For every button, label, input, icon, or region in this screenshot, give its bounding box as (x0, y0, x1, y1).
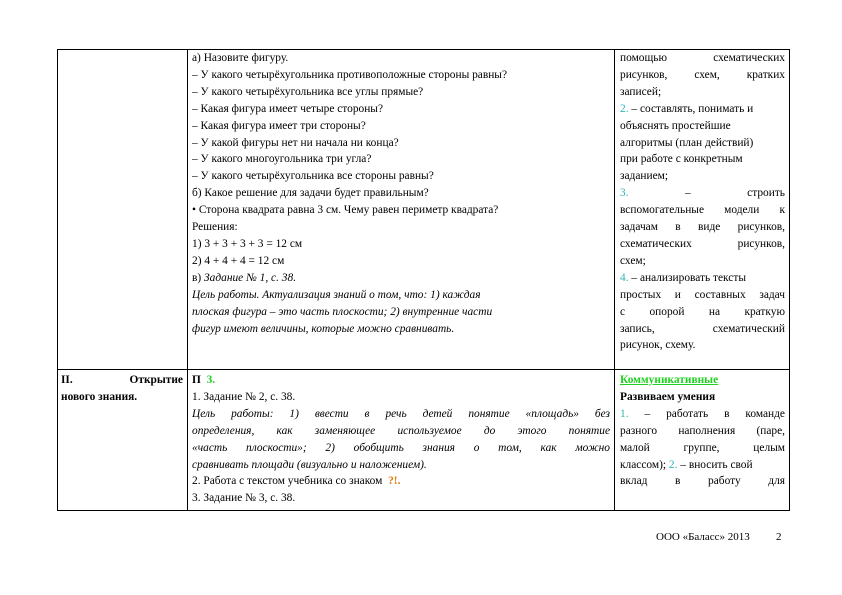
text-line (620, 457, 785, 474)
text-line: записей; (620, 85, 662, 98)
text-span: – составлять, понимать и (628, 102, 754, 115)
text-line: – У какой фигуры нет ни начала ни конца? (192, 136, 399, 149)
text-line: помощью схематических (620, 52, 785, 64)
text-span: классом); (620, 458, 669, 471)
task-prefix: в) (192, 271, 205, 284)
text-line: – Какая фигура имеет четыре стороны? (192, 102, 384, 115)
stage-title-line: II. Открытие (61, 374, 183, 386)
text-span: – работать в команде (628, 407, 785, 420)
text-line: • Сторона квадрата равна 3 см. Чему равен периметр квадрата? (192, 204, 499, 217)
text-line: а) Назовите фигуру. (192, 52, 289, 64)
text-line (192, 473, 610, 490)
item-number: 4. (620, 271, 629, 284)
text-line: Решения: (192, 221, 238, 234)
p-marker-line (192, 372, 610, 389)
goal-line: Цель работы. Актуализация знаний о том, что: 1) каждая (192, 288, 481, 301)
row2-skills (620, 372, 785, 490)
column-divider-2 (614, 49, 615, 511)
text-line: схем; (620, 254, 646, 267)
text-line: запись, схематический (620, 322, 785, 335)
text-line: 2) 4 + 4 + 4 = 12 см (192, 254, 285, 267)
row1-activities (192, 50, 610, 337)
text-line: рисунок, схему. (620, 339, 696, 352)
text-line: б) Какое решение для задачи будет правильным? (192, 187, 429, 200)
p-number: 3. (206, 374, 216, 386)
row2-activities (192, 372, 610, 507)
text-line: 1) 3 + 3 + 3 + 3 = 12 см (192, 237, 303, 250)
footer-publisher: ООО «Баласс» 2013 (656, 531, 750, 543)
task-line (192, 270, 610, 287)
text-line: 3. Задание № 3, с. 38. (192, 492, 296, 505)
text-span: – вносить свой (677, 458, 753, 471)
text-line: заданием; (620, 170, 669, 183)
text-span: – строить (685, 187, 785, 200)
goal-line: Цель работы: 1) ввести в речь детей понятие «площадь» без (192, 407, 610, 420)
table-border-bottom (57, 510, 790, 511)
text-line: – У какого многоугольника три угла? (192, 153, 372, 166)
goal-line: определения, как заменяющее используемое до этого понятие (192, 424, 610, 437)
item-number: 2. (668, 458, 678, 471)
text-line: объяснять простейшие (620, 119, 731, 132)
text-line: схематических рисунков, (620, 237, 785, 250)
item-number: 2. (620, 102, 629, 115)
text-line (620, 101, 785, 118)
lesson-table (57, 49, 790, 511)
skills-category: Коммуникативные (620, 374, 719, 386)
text-line: – У какого четырёхугольника все стороны равны? (192, 170, 434, 183)
item-number: 1. (620, 407, 629, 420)
text-span: 2. Работа с текстом учебника со знаком (192, 475, 386, 488)
text-line: малой группе, целым (620, 441, 785, 454)
text-line: вклад в работу для (620, 475, 785, 488)
text-line: – У какого четырёхугольника все углы прямые? (192, 85, 424, 98)
stage-title (61, 372, 183, 406)
stage-title-line: нового знания. (61, 390, 138, 403)
page-number: 2 (776, 531, 782, 543)
goal-line: плоская фигура – это часть плоскости; 2) внутренние части (192, 305, 493, 318)
text-line: вспомогательные модели к (620, 204, 785, 217)
row1-skills (620, 50, 785, 354)
text-span: – анализировать тексты (628, 271, 746, 284)
table-border-right (789, 49, 790, 511)
text-line (620, 185, 785, 202)
skills-subtitle: Развиваем умения (620, 390, 716, 403)
goal-line: «часть плоскости»; 2) обобщить знания о том, как можно (192, 441, 610, 454)
item-number: 3. (620, 187, 629, 200)
text-line (620, 270, 785, 287)
sign-marker: ?!. (388, 475, 401, 488)
goal-line: сравнивать площади (визуально и наложением). (192, 458, 427, 471)
p-label: П (192, 374, 201, 386)
table-border-left (57, 49, 58, 511)
text-line: – Какая фигура имеет три стороны? (192, 119, 366, 132)
task-reference: Задание № 1, с. 38. (204, 271, 297, 284)
text-line: с опорой на краткую (620, 305, 785, 318)
goal-line: фигур имеют величины, которые можно сравнивать. (192, 322, 455, 335)
text-line: рисунков, схем, кратких (620, 68, 785, 81)
text-line (620, 406, 785, 423)
column-divider-1 (187, 49, 188, 511)
text-line: при работе с конкретным (620, 153, 743, 166)
text-line: алгоритмы (план действий) (620, 136, 754, 149)
text-line: задачам в виде рисунков, (620, 221, 785, 234)
text-line: разного наполнения (паре, (620, 424, 785, 437)
text-line: 1. Задание № 2, с. 38. (192, 390, 296, 403)
text-line: простых и составных задач (620, 288, 785, 301)
row-divider (57, 369, 790, 370)
text-line: – У какого четырёхугольника противоположные стороны равны? (192, 68, 508, 81)
